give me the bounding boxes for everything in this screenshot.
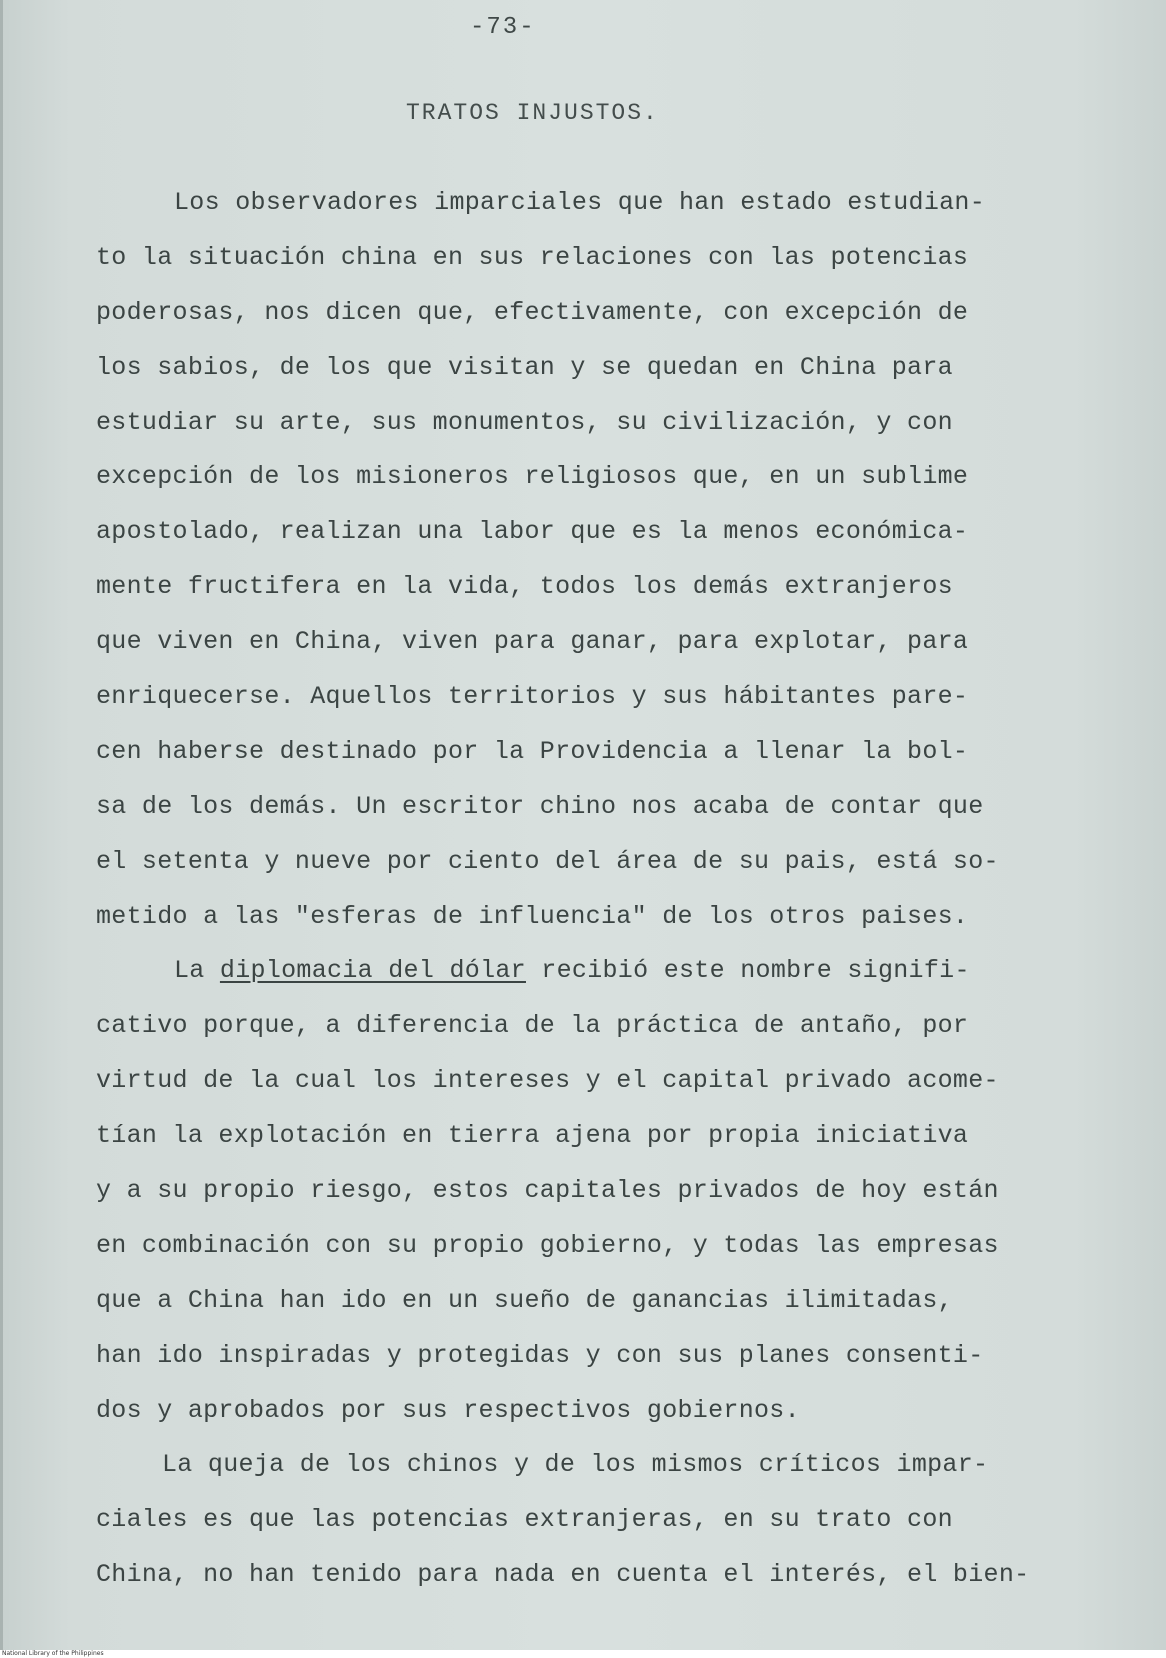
paragraph-2-line-7: que a China han ido en un sueño de ganancias ilimitadas, (96, 1285, 953, 1315)
paragraph-3-line-2: ciales es que las potencias extranjeras, en su trato con (96, 1505, 953, 1535)
paragraph-2-line-1 (96, 944, 1096, 999)
paragraph-2-line-6: en combinación con su propio gobierno, y todas las empresas (96, 1230, 999, 1260)
paragraph-1-line-14: metido a las "esferas de influencia" de los otros paises. (96, 901, 969, 931)
paragraph-1-line-13: el setenta y nueve por ciento del área de su pais, está so- (96, 846, 999, 876)
paragraph-3-line-1: La queja de los chinos y de los mismos críticos impar- (162, 1450, 989, 1480)
paragraph-2-line-3: virtud de la cual los intereses y el capital privado acome- (96, 1066, 999, 1096)
paragraph-1-line-11: cen haberse destinado por la Providencia a llenar la bol- (96, 736, 969, 766)
page-number: -73- (470, 14, 536, 41)
paragraph-2-line-4: tían la explotación en tierra ajena por propia iniciativa (96, 1121, 969, 1151)
paragraph-1-line-8: mente fructifera en la vida, todos los demás extranjeros (96, 572, 953, 602)
page-title: TRATOS INJUSTOS. (406, 100, 659, 126)
paragraph-1-line-9: que viven en China, viven para ganar, para explotar, para (96, 627, 969, 657)
paragraph-2-line-8: han ido inspiradas y protegidas y con sus planes consenti- (96, 1340, 984, 1370)
paragraph-1-line-2: to la situación china en sus relaciones con las potencias (96, 242, 969, 272)
scan-edge (0, 0, 3, 1650)
paragraph-1-line-10: enriquecerse. Aquellos territorios y sus hábitantes pare- (96, 682, 969, 712)
paragraph-1-line-4: los sabios, de los que visitan y se quedan en China para (96, 352, 953, 382)
underlined-term: diplomacia del dólar (219, 956, 526, 986)
paragraph-3-line-3: China, no han tenido para nada en cuenta el interés, el bien- (96, 1560, 1030, 1590)
paragraph-2-line-2: cativo porque, a diferencia de la práctica de antaño, por (96, 1011, 969, 1041)
paragraph-1-line-1: Los observadores imparciales que han estado estudian- (174, 188, 986, 217)
paragraph-2-line-1-start: La (174, 956, 220, 986)
paragraph-1-line-5: estudiar su arte, sus monumentos, su civilización, y con (96, 407, 953, 437)
paragraph-1-line-3: poderosas, nos dicen que, efectivamente, con excepción de (96, 297, 969, 327)
paragraph-1-line-12: sa de los demás. Un escritor chino nos acaba de contar que (96, 791, 984, 821)
footer-credit: National Library of the Philippines (0, 1650, 1166, 1658)
paragraph-1-line-7: apostolado, realizan una labor que es la menos económica- (96, 517, 969, 547)
paragraph-1-line-6: excepción de los misioneros religiosos que, en un sublime (96, 462, 969, 492)
paragraph-2-line-1-end: recibió este nombre signifi- (525, 956, 970, 986)
paragraph-2-line-9: dos y aprobados por sus respectivos gobiernos. (96, 1395, 800, 1425)
paragraph-2-line-5: y a su propio riesgo, estos capitales privados de hoy están (96, 1176, 999, 1206)
body-text (96, 176, 1096, 1603)
